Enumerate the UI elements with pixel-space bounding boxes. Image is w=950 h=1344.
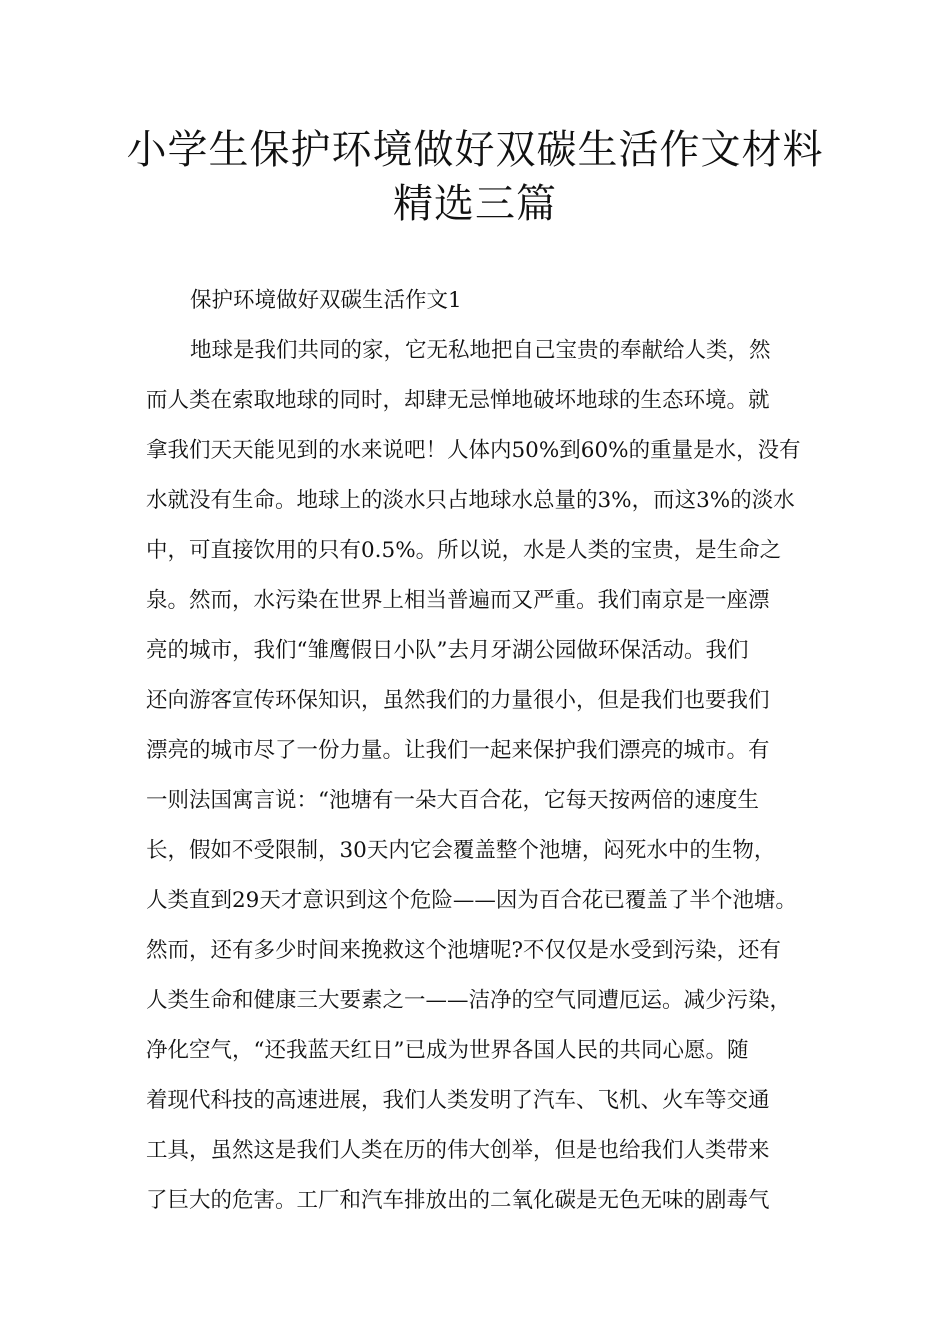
- paragraph-line: 然而，还有多少时间来挽救这个池塘呢?不仅仅是水受到污染，还有: [146, 938, 782, 963]
- paragraph-line: 地球是我们共同的家，它无私地把自己宝贵的奉献给人类，然: [190, 338, 771, 363]
- paragraph-line: 净化空气，“还我蓝天红日”已成为世界各国人民的共同心愿。随: [146, 1038, 749, 1063]
- document-title-line-1: 小学生保护环境做好双碳生活作文材料: [126, 127, 824, 173]
- paragraph-line: 而人类在索取地球的同时，却肆无忌惮地破坏地球的生态环境。就: [146, 388, 770, 413]
- section-heading: 保护环境做好双碳生活作文1: [190, 288, 462, 313]
- document-title-line-2: 精选三篇: [393, 181, 557, 227]
- paragraph-line: 人类生命和健康三大要素之一——洁净的空气同遭厄运。减少污染，: [146, 988, 792, 1013]
- paragraph-line: 拿我们天天能见到的水来说吧！人体内50%到60%的重量是水，没有: [146, 438, 801, 463]
- paragraph-line: 漂亮的城市尽了一份力量。让我们一起来保护我们漂亮的城市。有: [146, 738, 770, 763]
- paragraph-line: 人类直到29天才意识到这个危险——因为百合花已覆盖了半个池塘。: [146, 888, 797, 913]
- paragraph-line: 着现代科技的高速进展，我们人类发明了汽车、飞机、火车等交通: [146, 1088, 770, 1113]
- paragraph-line: 了巨大的危害。工厂和汽车排放出的二氧化碳是无色无味的剧毒气: [146, 1188, 770, 1213]
- paragraph-line: 工具，虽然这是我们人类在历的伟大创举，但是也给我们人类带来: [146, 1138, 770, 1163]
- paragraph-line: 一则法国寓言说：“池塘有一朵大百合花，它每天按两倍的速度生: [146, 788, 759, 813]
- paragraph-line: 水就没有生命。地球上的淡水只占地球水总量的3%，而这3%的淡水: [146, 488, 795, 513]
- paragraph-line: 中，可直接饮用的只有0.5%。所以说，水是人类的宝贵，是生命之: [146, 538, 782, 563]
- paragraph-line: 亮的城市，我们“雏鹰假日小队”去月牙湖公园做环保活动。我们: [146, 638, 749, 663]
- paragraph-line: 还向游客宣传环保知识，虽然我们的力量很小，但是我们也要我们: [146, 688, 770, 713]
- paragraph-line: 长，假如不受限制，30天内它会覆盖整个池塘，闷死水中的生物，: [146, 838, 776, 863]
- paragraph-line: 泉。然而，水污染在世界上相当普遍而又严重。我们南京是一座漂: [146, 588, 770, 613]
